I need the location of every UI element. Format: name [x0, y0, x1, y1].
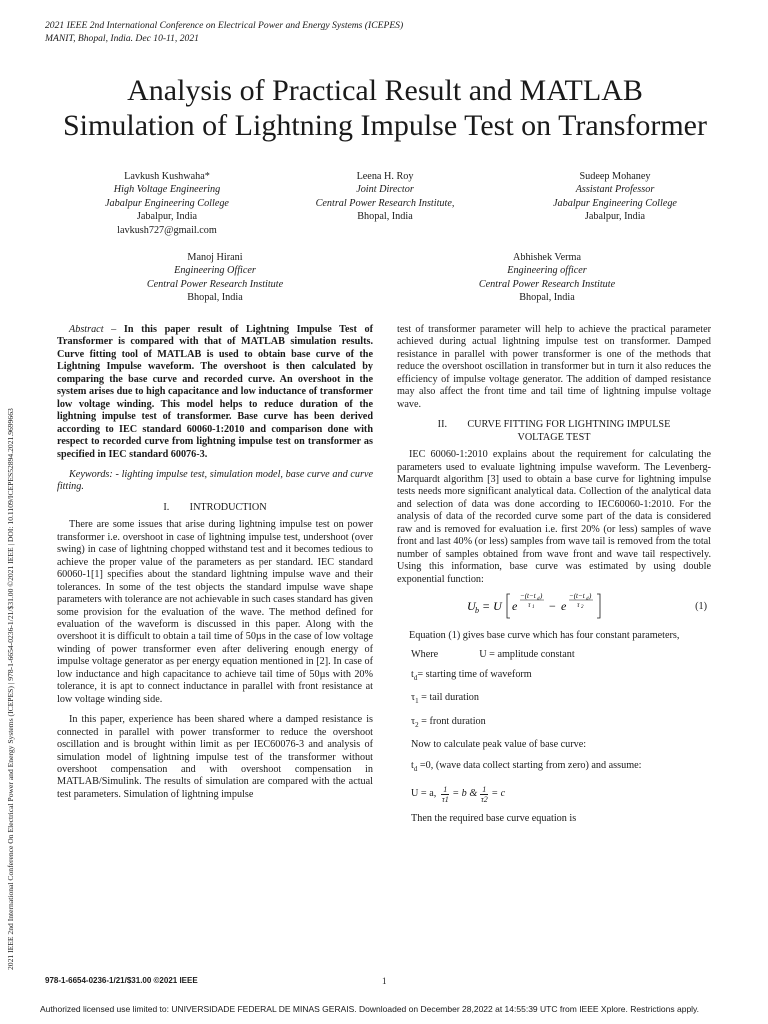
abstract-label: Abstract [69, 324, 104, 335]
author-org: Central Power Research Institute [146, 278, 284, 290]
tau2-text: = front duration [418, 715, 486, 727]
eq-e2: e [561, 599, 567, 614]
equation-1 [397, 588, 711, 628]
author-role: Joint Director [356, 184, 414, 196]
td0-sub: d [413, 764, 418, 773]
author-block-3 [520, 170, 710, 224]
td-definition [397, 669, 711, 684]
author-city: Bhopal, India [357, 211, 413, 223]
tau1-definition [397, 692, 711, 707]
td0-text: =0, (wave data collect starting from zero) and assume: [417, 759, 642, 771]
section-heading-introduction: I. INTRODUCTION [163, 501, 267, 513]
author-role: Engineering Officer [174, 265, 256, 277]
title-line-2: Simulation of Lightning Impulse Test on Transformer [63, 109, 707, 142]
eq-e1: e [512, 599, 518, 614]
isbn-footer: 978-1-6654-0236-1/21/$31.00 ©2021 IEEE [45, 976, 198, 985]
author-block-5 [452, 251, 642, 305]
author-city: Bhopal, India [187, 292, 243, 304]
ua-fraction-1 [441, 785, 449, 804]
author-org: Central Power Research Institute [478, 278, 616, 290]
page-number: 1 [382, 976, 387, 986]
heading-line-1: II. CURVE FITTING FOR LIGHTNING IMPULSE [437, 419, 671, 431]
eq-lhs: U [467, 599, 476, 614]
then-line: Then the required base curve equation is [411, 813, 577, 825]
td-sub: d [413, 674, 418, 682]
ua-mid: = b & [452, 788, 478, 800]
side-doi-strip: 2021 IEEE 2nd International Conference On Electrical Power and Energy Systems (ICEPES) | 978-1-6654-0236-1/21/$31.00 ©2021 IEEE | DOI: 10.1109/ICEPES52894.2021.9699663 [6, 408, 15, 970]
ua-frac2-den: τ2 [480, 794, 488, 804]
abstract-text: In this paper result of Lightning Impulse Test of Transformer is compared with that of MATLAB simulation results. Curve fitting tool of MATLAB is used to obtain base curve of the Lightning Impulse waveform. The overshoot is then calculated by comparing the base curve and recorded curve. An overshoot in the system arises due to high capacitance and low inductance of transformer low voltage winding. This model helps to reduce duration of the lightning impulse test of transformer. Base curve has been derived according to IEC standard 60060-1:2010 and comparison done with respect to recorded curve from lightning impulse test on transformer as specified in IEC standard 60076-3. [57, 324, 374, 460]
author-name: Leena H. Roy [356, 171, 414, 182]
section-heading-curve-fitting [397, 419, 711, 444]
author-role: Engineering officer [507, 265, 587, 277]
tau1-symbol: τ [411, 692, 416, 704]
ua-frac1-num: 1 [443, 784, 448, 794]
author-name: Manoj Hirani [187, 252, 243, 263]
eq-tau1: τ [528, 601, 531, 610]
curve-fitting-paragraph: IEC 60060-1:2010 explains about the requirement for calculating the parameters used to evaluate lightning impulse waveform. The Levenberg-Marquardt algorithm [3] used to obtain a base curve for lightning impulse tests needs more significant analytical data. Collection of the analytical data and selection of data was done according to IEC60060-1:2010. For the analysis of data of the recorded curve some part of the data is considered raw and is removed for evaluation i.e. first 20% (or less) samples of wave front and last 40% (or less) samples from wave tail is removed from the total number of samples obtained from wave front and wave tail respectively. Using this information, base curve was estimated by using double exponential function: [397, 449, 711, 585]
author-email[interactable]: lavkush727@gmail.com [117, 224, 217, 236]
intro-paragraph-1: There are some issues that arise during lightning impulse test on power transformer i.e. overshoot in case of lightning impulse test, undershoot (over swing) in case of lightning chopped withstand test and it becomes tedious to achieve the proper value of the parameters as per standard. IEC standard 60060-1[1] specifies about the standard lightning impulse wave and their tolerances. In some of the test objects the standard impulse wave shape parameters with tolerance are not achievable in such cases standard has given some provision for the evaluation of the wave. The method defined for evaluation of the waveform is discussed in this paper. Along with the overshoot it is difficult to obtain a tail time of 50µs in the case of low voltage winding of power transformer even after delivering enough energy of impulse voltage generator as per energy equation mentioned in [2]. In case of low inductance and high capacitance to achieve tail time of 50µs with 20% tolerance, it is apt to connect inductance in parallel with front resistance at low voltage winding side. [57, 519, 373, 705]
ua-end: = c [491, 788, 506, 800]
conference-name: 2021 IEEE 2nd International Conference on Electrical Power and Energy Systems (ICEPES) [45, 20, 404, 31]
ua-fraction-2 [480, 785, 488, 804]
author-role: High Voltage Engineering [113, 184, 221, 196]
tau2-symbol: τ [411, 715, 416, 727]
tau1-text: = tail duration [418, 692, 479, 704]
author-org: Jabalpur Engineering College [105, 197, 229, 209]
where-line [397, 649, 711, 661]
intro-continuation: test of transformer parameter will help to achieve the practical parameter achieved during actual lightning impulse test on transformer. Damped resistance in parallel with power transformer is one of the methods that reduce the overshoot oscillation in transformer but in turn it also reduces the efficiency of impulse voltage generator. The addition of damped resistance may also affect the front time and tail time of lightning impulse voltage wave. [397, 324, 711, 410]
eq-exp2-close: ) [589, 592, 592, 601]
author-org: Central Power Research Institute, [315, 197, 455, 209]
eq-exp1-sub: d [537, 597, 540, 603]
equation-1-formula [467, 588, 647, 622]
td-symbol: t [411, 668, 414, 680]
right-bracket [597, 594, 600, 618]
conference-venue: MANIT, Bhopal, India. Dec 10-11, 2021 [45, 32, 199, 44]
keywords-text: - lighting impulse test, simulation model, base curve and curve fitting. [57, 468, 373, 493]
author-role: Assistant Professor [575, 184, 655, 196]
eq-lhs-sub: b [475, 606, 479, 616]
author-name: Abhishek Verma [513, 252, 581, 263]
where-definition: U = amplitude constant [479, 648, 575, 660]
eq-minus: − [549, 599, 556, 614]
author-city: Jabalpur, India [136, 211, 198, 223]
conference-header [45, 20, 403, 45]
equation-explanation: Equation (1) gives base curve which has four constant parameters, [409, 630, 680, 642]
eq-tau1-sub: 1 [532, 605, 535, 611]
ua-text: U = a, [411, 788, 437, 800]
author-city: Jabalpur, India [584, 211, 646, 223]
paper-title [40, 73, 730, 143]
tau2-sub: 2 [415, 720, 419, 729]
equation-number: (1) [695, 601, 707, 613]
eq-exp2-num: −(t−t [569, 592, 585, 601]
eq-tau2: τ [577, 601, 580, 610]
eq-tau2-sub: 2 [581, 605, 584, 611]
left-bracket [507, 594, 510, 618]
ua-frac1-den: τ1 [441, 794, 449, 804]
intro-paragraph-2: In this paper, experience has been shared where a damped resistance is connected in parallel with power transformer to reduce the overshoot oscillation and is brought within limit as per IEC60076-3 and analysis of simulation model of lightning impulse test of the transformer without overshoot compensation and with overshoot compensation in MATLAB/Simulink. The results of simulation are compared with the actual test parameters. Simulation of lightning impulse [57, 714, 373, 800]
abstract-dash: – [103, 324, 124, 335]
peak-line: Now to calculate peak value of base curve: [411, 739, 587, 751]
keywords-label: Keywords: [69, 468, 113, 480]
heading-line-2: VOLTAGE TEST [517, 431, 591, 443]
ua-frac2-num: 1 [482, 784, 487, 794]
author-org: Jabalpur Engineering College [553, 197, 677, 209]
td0-symbol: t [411, 759, 414, 771]
author-block-2 [290, 170, 480, 224]
author-block-4 [120, 251, 310, 305]
author-name: Sudeep Mohaney [579, 171, 651, 182]
eq-equals: = U [482, 599, 502, 614]
author-block-1 [82, 170, 252, 237]
tau2-definition [397, 716, 711, 731]
td0-line [397, 760, 711, 775]
tau1-sub: 1 [415, 697, 419, 706]
left-column [57, 324, 373, 801]
title-line-1: Analysis of Practical Result and MATLAB [127, 74, 643, 107]
download-notice: Authorized licensed use limited to: UNIVERSIDADE FEDERAL DE MINAS GERAIS. Downloaded on December 28,2022 at 14:55:39 UTC from IEEE Xplore. Restrictions apply. [40, 1004, 700, 1014]
eq-exp1-close: ) [540, 592, 543, 601]
keywords [57, 469, 373, 494]
right-column [397, 324, 711, 834]
author-name: Lavkush Kushwaha* [124, 171, 210, 182]
abstract [57, 324, 373, 461]
td-text: = starting time of waveform [417, 668, 532, 680]
assumption-line [397, 783, 711, 805]
where-label: Where [411, 648, 439, 660]
author-city: Bhopal, India [519, 292, 575, 304]
eq-exp1-num: −(t−t [520, 592, 536, 601]
eq-exp2-sub: d [586, 597, 589, 603]
